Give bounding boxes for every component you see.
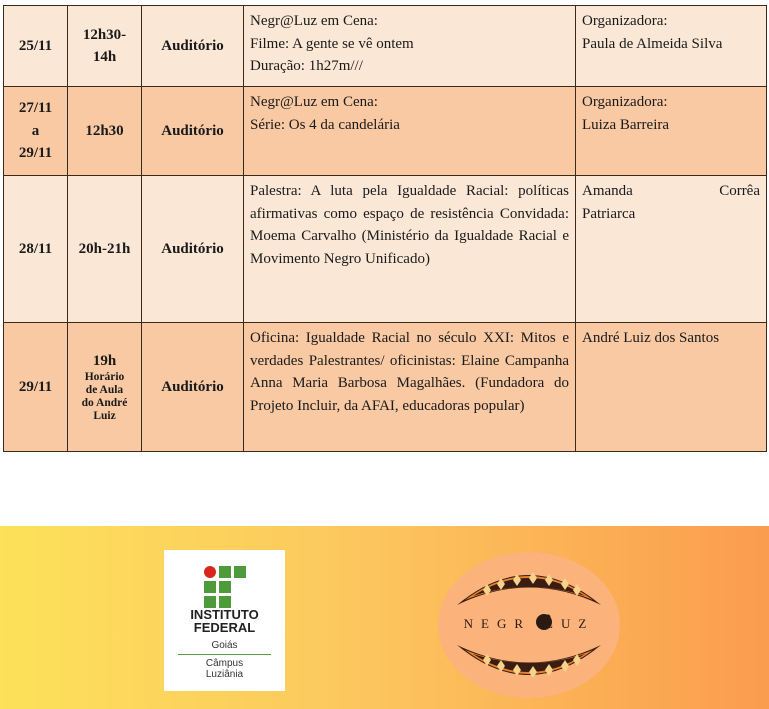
table-row (4, 323, 767, 452)
time-cell (68, 323, 142, 452)
place-text: Auditório (161, 122, 224, 139)
date-cell (4, 176, 68, 323)
description-line: Filme: A gente se vê ontem (250, 35, 414, 52)
date-text: 29/11 (18, 145, 53, 162)
organizer-name-row (582, 180, 760, 203)
footer-banner (0, 526, 769, 709)
time-note: Horário (84, 371, 125, 383)
if-logo-line2: FEDERAL (193, 620, 256, 635)
date-text: a (31, 122, 40, 139)
organizer-name: Paula de Almeida Silva (582, 35, 723, 52)
schedule-table (3, 5, 767, 452)
organizer-cell (576, 323, 767, 452)
time-text: 12h30 (85, 122, 124, 139)
if-logo-title (164, 608, 285, 634)
time-note: do André (81, 397, 128, 409)
organizer-name: André Luiz dos Santos (582, 330, 720, 346)
time-note: de Aula (85, 384, 124, 396)
negroluz-logo (437, 550, 621, 700)
time-text: 20h-21h (78, 240, 131, 257)
organizer-role: Organizadora: (582, 13, 668, 29)
time-text: 14h (92, 49, 117, 65)
negroluz-wordmark (437, 616, 621, 632)
description-line: Negr@Luz em Cena: (250, 13, 378, 29)
time-text: 12h30- (82, 26, 127, 43)
time-cell (68, 176, 142, 323)
description-cell (244, 87, 576, 176)
description-cell: Palestra: A luta pela Igualdade Racial: políticas afirmativas como espaço de resistência Convidada: Moema Carvalho (Ministério da Igualdade Racial e Movimento Negro Unificado) (244, 176, 576, 323)
description-cell (244, 6, 576, 87)
if-logo-campus-name: Luziânia (205, 669, 244, 680)
date-cell (4, 87, 68, 176)
negroluz-word-left: NEGR (463, 616, 532, 631)
time-text: 19h (92, 353, 117, 369)
time-cell (68, 87, 142, 176)
organizer-middle-name: Corrêa (719, 183, 760, 199)
place-cell (142, 6, 244, 87)
organizer-cell (576, 176, 767, 323)
table-row (4, 87, 767, 176)
organizer-role: Organizadora: (582, 94, 668, 110)
if-logo-state: Goiás (211, 640, 238, 651)
description-cell: Oficina: Igualdade Racial no século XXI: Mitos e verdades Palestrantes/ oficinistas: Elaine Campanha Anna Maria Barbosa Magalhães. (Fundadora do Projeto Incluir, da AFAI, educadoras popular) (244, 323, 576, 452)
description-line: Negr@Luz em Cena: (250, 94, 378, 110)
if-logo-campus (164, 658, 285, 680)
if-logo-campus-label: Câmpus (205, 658, 244, 669)
table-row (4, 176, 767, 323)
organizer-cell (576, 6, 767, 87)
place-cell (142, 176, 244, 323)
organizer-cell (576, 87, 767, 176)
time-note: Luiz (93, 410, 116, 422)
place-cell (142, 323, 244, 452)
organizer-name: Luiza Barreira (582, 116, 670, 133)
description-line: Série: Os 4 da candelária (250, 116, 400, 133)
negroluz-word-right: LUZ (545, 616, 595, 631)
date-text: 25/11 (18, 37, 53, 54)
date-cell (4, 6, 68, 87)
if-logo-divider (178, 654, 271, 655)
date-text: 28/11 (18, 240, 53, 257)
date-cell (4, 323, 68, 452)
organizer-last-name: Patriarca (582, 205, 636, 222)
date-text: 29/11 (18, 378, 53, 395)
if-logo-line1: INSTITUTO (190, 607, 259, 622)
place-cell (142, 87, 244, 176)
place-text: Auditório (161, 37, 224, 54)
instituto-federal-logo (164, 550, 285, 691)
place-text: Auditório (161, 240, 224, 257)
place-text: Auditório (161, 378, 224, 395)
organizer-first-name: Amanda (582, 183, 633, 199)
date-text: 27/11 (18, 100, 53, 117)
if-logo-mark-icon (204, 566, 246, 608)
time-cell (68, 6, 142, 87)
table-row (4, 6, 767, 87)
description-line: Duração: 1h27m/// (250, 58, 363, 74)
